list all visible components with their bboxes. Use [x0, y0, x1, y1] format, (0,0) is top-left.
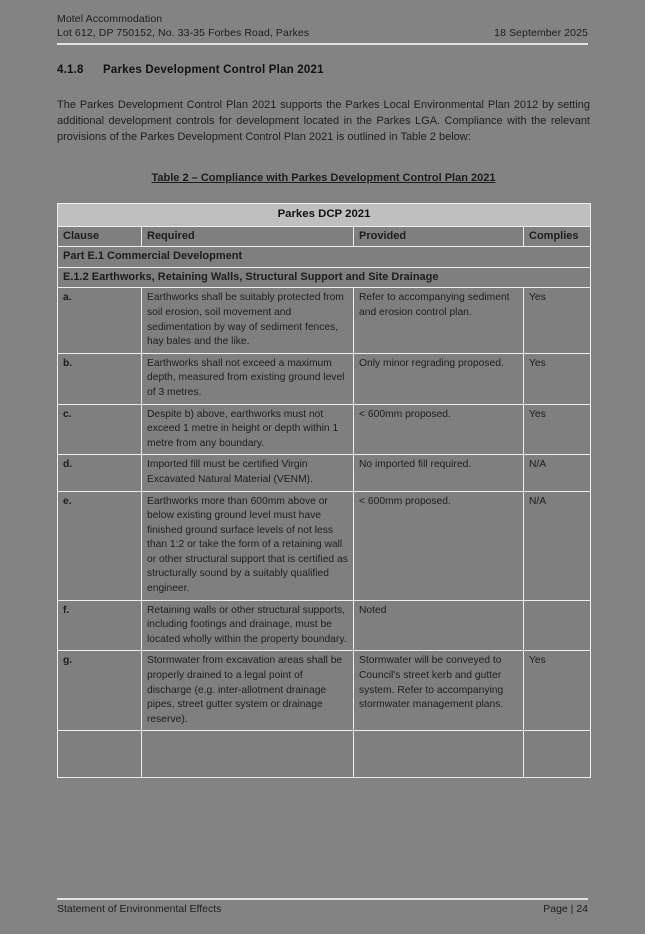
table-cell-provided: Stormwater will be conveyed to Council's street kerb and gutter system. Refer to accompanying stormwater management plans. [354, 651, 524, 731]
table-part-heading: Part E.1 Commercial Development [58, 247, 591, 268]
table-row [58, 651, 591, 731]
table-cell-provided: Refer to accompanying sediment and erosion control plan. [354, 288, 524, 353]
table-row [58, 288, 591, 353]
table-part-heading-row [58, 247, 591, 268]
header-date: 18 September 2025 [494, 27, 588, 39]
table-cell-provided: No imported fill required. [354, 455, 524, 491]
table-cell-required: Imported fill must be certified Virgin Excavated Natural Material (VENM). [142, 455, 354, 491]
table-cell-complies: Yes [524, 651, 591, 731]
table-cell-provided: Noted [354, 600, 524, 651]
footer-document-title: Statement of Environmental Effects [57, 903, 222, 915]
table-cell-clause: a. [58, 288, 142, 353]
table-row [58, 455, 591, 491]
header-project-title: Motel Accommodation [57, 13, 163, 25]
column-header-complies: Complies [524, 226, 591, 247]
table-row [58, 600, 591, 651]
table-subpart-heading-row [58, 267, 591, 288]
table-cell-clause: c. [58, 404, 142, 455]
table-spacer-cell [524, 731, 591, 778]
table-spacer-row [58, 731, 591, 778]
footer-page-number: Page | 24 [543, 903, 588, 915]
table-cell-complies: N/A [524, 455, 591, 491]
table-cell-required: Stormwater from excavation areas shall be properly drained to a legal point of discharge (e.g. inter-allotment drainage pipes, street gutter system or drainage reserve). [142, 651, 354, 731]
page-header [57, 12, 588, 40]
table-header-row [58, 226, 591, 247]
page-footer [57, 903, 588, 915]
table-spacer-cell [58, 731, 142, 778]
table-cell-required: Despite b) above, earthworks must not exceed 1 metre in height or depth within 1 metre from any boundary. [142, 404, 354, 455]
table-cell-clause: e. [58, 491, 142, 600]
column-header-provided: Provided [354, 226, 524, 247]
footer-divider [57, 898, 588, 900]
section-title: Parkes Development Control Plan 2021 [103, 64, 324, 76]
table-cell-clause: f. [58, 600, 142, 651]
table-title-row [58, 204, 591, 227]
table-cell-provided: < 600mm proposed. [354, 491, 524, 600]
table-cell-complies [524, 600, 591, 651]
section-number: 4.1.8 [57, 64, 84, 76]
table-row [58, 404, 591, 455]
section-paragraph: The Parkes Development Control Plan 2021 supports the Parkes Local Environmental Plan 2012 by setting additional development controls for development located in the Parkes LGA. Compliance with the relevant provisions of the Parkes Development Control Plan 2021 is outlined in Table 2 below: [57, 99, 590, 144]
table-caption [57, 172, 590, 184]
table-caption-text: Table 2 – Compliance with Parkes Development Control Plan 2021 [151, 172, 496, 184]
table-subpart-heading: E.1.2 Earthworks, Retaining Walls, Structural Support and Site Drainage [58, 267, 591, 288]
table-row [58, 491, 591, 600]
table-cell-required: Retaining walls or other structural supports, including footings and drainage, must be located wholly within the property boundary. [142, 600, 354, 651]
compliance-table-wrapper [57, 203, 590, 778]
table-cell-complies: Yes [524, 404, 591, 455]
table-row [58, 353, 591, 404]
column-header-required: Required [142, 226, 354, 247]
table-cell-provided: Only minor regrading proposed. [354, 353, 524, 404]
header-divider [57, 43, 588, 45]
page-title [57, 64, 324, 76]
table-cell-clause: g. [58, 651, 142, 731]
table-cell-complies: Yes [524, 353, 591, 404]
table-cell-clause: b. [58, 353, 142, 404]
table-cell-complies: N/A [524, 491, 591, 600]
table-spacer-cell [142, 731, 354, 778]
table-cell-required: Earthworks more than 600mm above or below existing ground level must have finished ground surface levels of not less than 1:2 or take the form of a retaining wall or other structural support that is certified as structurally sound by a suitably qualified engineer. [142, 491, 354, 600]
table-cell-clause: d. [58, 455, 142, 491]
table-cell-complies: Yes [524, 288, 591, 353]
column-header-clause: Clause [58, 226, 142, 247]
table-title: Parkes DCP 2021 [58, 204, 591, 227]
compliance-table [57, 203, 591, 778]
header-left-block [57, 12, 309, 40]
table-cell-required: Earthworks shall not exceed a maximum depth, measured from existing ground level of 3 metres. [142, 353, 354, 404]
header-site-address: Lot 612, DP 750152, No. 33-35 Forbes Road, Parkes [57, 27, 310, 39]
table-cell-provided: < 600mm proposed. [354, 404, 524, 455]
table-spacer-cell [354, 731, 524, 778]
table-cell-required: Earthworks shall be suitably protected from soil erosion, soil movement and sedimentation by way of sediment fences, hay bales and the like. [142, 288, 354, 353]
